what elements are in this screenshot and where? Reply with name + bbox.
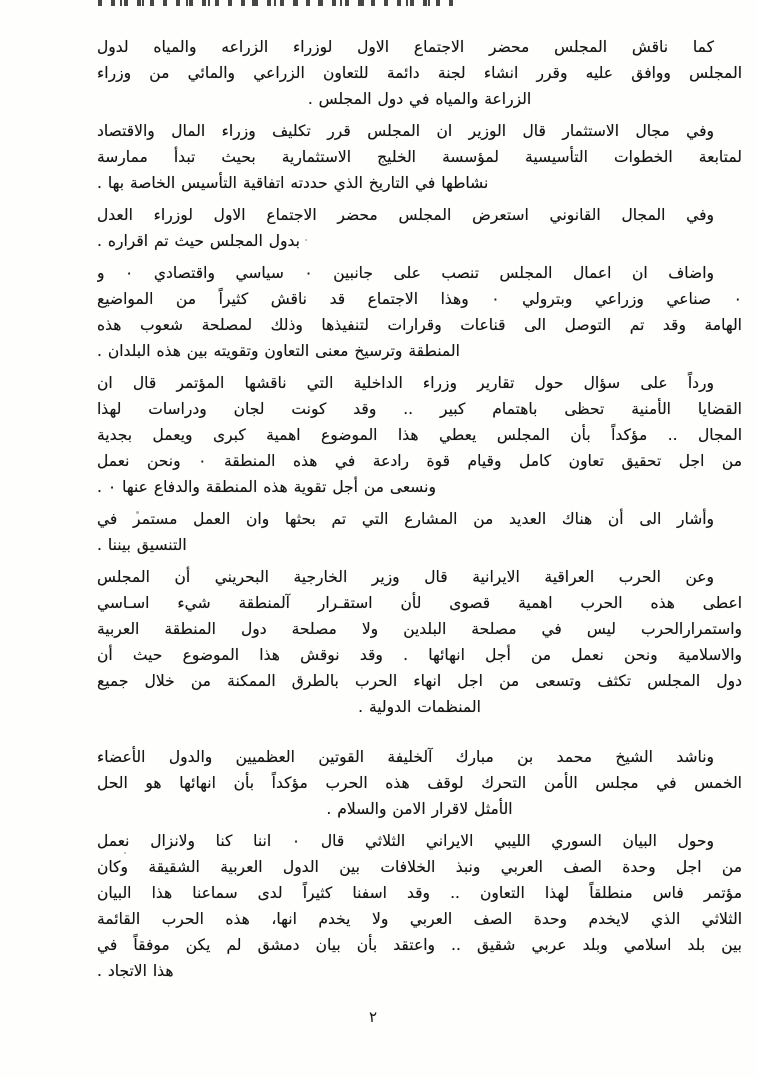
text-line: نشاطها في التاريخ الذي حددته اتفاقية التأسيس الخاصة بها . (97, 174, 489, 192)
text-line: ورداً على سؤال حول تقارير وزراء الداخلية التي ناقشها المؤتمر قال ان (97, 374, 714, 392)
text-line: مؤتمر فاس منطلقاً لهذا التعاون .. وقد اسفنا كثيراً لدى سماعنا هذا البيان (97, 884, 742, 902)
text-line: المنظمات الدولية . (358, 698, 481, 716)
text-line: وناشد الشيخ محمد بن مبارك آلخليفة القوتين العظميين والدول الأعضاء (97, 748, 714, 766)
text-line: التنسيق بيننا . (97, 536, 187, 554)
page-number: ٢ (368, 1008, 378, 1026)
text-line: وفي مجال الاستثمار قال الوزير ان المجلس قرر تكليف وزراء المال والاقتصاد (97, 122, 714, 140)
text-line: دول المجلس تكثف وتسعى من اجل انهاء الحرب بالطرق الممكنة من خلال جميع (97, 672, 742, 690)
text-line: الأمثل لاقرار الامن والسلام . (326, 800, 513, 818)
text-line: الزراعة والمياه في دول المجلس . (307, 90, 532, 108)
text-line: لمتابعة الخطوات التأسيسية لمؤسسة الخليج الاستثمارية بحيث تبدأ ممارسة (97, 148, 742, 166)
text-line: والاسلامية ونحن نعمل من أجل انهائها . وقد نوقش هذا الموضوع حيث أن (97, 646, 742, 664)
text-line: الهامة وقد تم التوصل الى قناعات وقرارات لتنفيذها وذلك لمصلحة شعوب هذه (97, 316, 742, 334)
text-line: القضايا الأمنية تحظى باهتمام كبير .. وقد كونت لجان ودراسات لهذا (97, 400, 742, 418)
paragraph (97, 202, 742, 254)
text-line: المجال .. مؤكداً بأن المجلس يعطي هذا الموضوع اهمية كبرى ويعمل بجدية (97, 426, 742, 444)
text-line: واستمرارالحرب ليس في مصلحة البلدين ولا مصلحة دول المنطقة العربية (97, 620, 742, 638)
paragraph (97, 118, 742, 196)
paragraph (97, 370, 742, 500)
paragraph (97, 34, 742, 112)
scan-speck (124, 852, 126, 854)
paragraph (97, 564, 742, 720)
text-line: بين بلد اسلامي وبلد عربي شقيق .. واعتقد بأن بيان دمشق لم يكن موفقاً في (97, 936, 742, 954)
scan-speck (305, 239, 307, 241)
paragraph (97, 260, 742, 364)
text-line: اعطى هذه الحرب اهمية قصوى لأن استقـرار آلمنطقة شيء اسـاسي (97, 594, 742, 612)
clipped-text-remnant (98, 0, 460, 6)
text-line: وأشار الى أن هناك العديد من المشارع التي تم بحثها وان العمل مستمر في (97, 510, 714, 528)
scan-speck (136, 511, 139, 514)
text-line: وحول البيان السوري الليبي الايراني الثلاثي قال ٠ اننا كنا ولانزال نعمل (97, 832, 714, 850)
text-line: الثلاثي الذي لايخدم وحدة الصف العربي ولا يخدم انها، هذه الحرب القائمة (97, 910, 742, 928)
paragraph (97, 828, 742, 984)
text-line: وعن الحرب العراقية الايرانية قال وزير الخارجية البحريني أن المجلس (97, 568, 714, 586)
text-line: بدول المجلس حيث تم اقراره . (97, 232, 300, 250)
text-line: الخمس في مجلس الأمن التحرك لوقف هذه الحرب مؤكداً بأن انهائها هو الحل (97, 774, 742, 792)
paragraph (97, 744, 742, 822)
text-line: ونسعى من أجل تقوية هذه المنطقة والدفاع عنها ٠ . (97, 478, 436, 496)
text-line: ٠ صناعي وزراعي وبترولي ٠ وهذا الاجتماع قد ناقش كثيراً من المواضيع (97, 290, 742, 308)
text-line: من اجل تحقيق تعاون كامل وقيام قوة رادعة في هذه المنطقة ٠ ونحن نعمل (97, 452, 742, 470)
text-line: المجلس ووافق عليه وقرر انشاء لجنة دائمة للتعاون الزراعي والمائي من وزراء (97, 64, 742, 82)
paragraph (97, 506, 742, 558)
text-line: كما ناقش المجلس محضر الاجتماع الاول لوزراء الزراعه والمياه لدول (97, 38, 714, 56)
text-line: هذا الاتجاد . (97, 962, 174, 980)
text-line: من اجل وحدة الصف العربي ونبذ الخلافات بين الدول العربية الشقيقة وكان (97, 858, 742, 876)
document-body (97, 34, 742, 984)
text-line: المنطقة وترسيخ معنى التعاون وتقويته بين هذه البلدان . (97, 342, 460, 360)
text-line: واضاف ان اعمال المجلس تنصب على جانبين ٠ سياسي واقتصادي ٠ و (97, 264, 714, 282)
text-line: وفي المجال القانوني استعرض المجلس محضر الاجتماع الاول لوزراء العدل (97, 206, 714, 224)
